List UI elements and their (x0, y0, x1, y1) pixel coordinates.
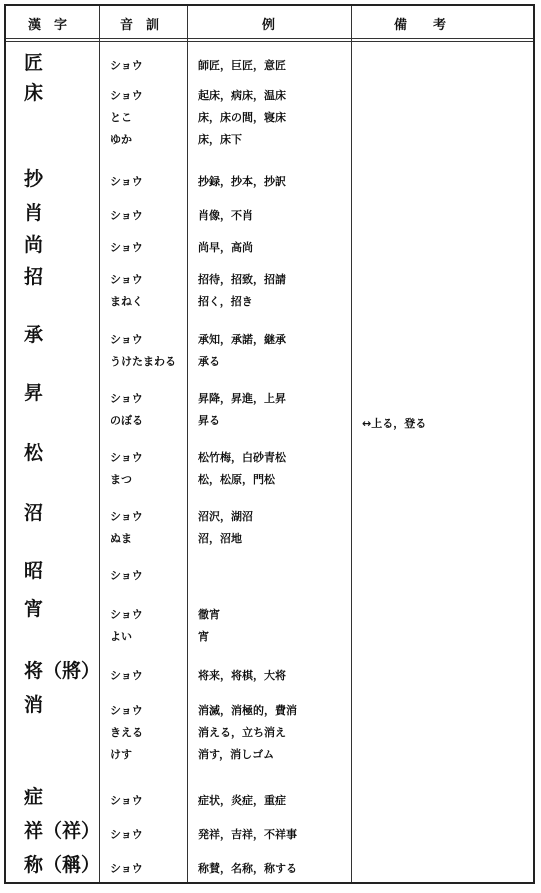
reading: ショウ (110, 828, 143, 841)
example: 松竹梅，白砂青松 (198, 451, 286, 464)
kanji-cell: 抄 (24, 168, 44, 190)
example: 師匠，巨匠，意匠 (198, 59, 286, 72)
reading: ぬま (110, 532, 132, 545)
reading: ショウ (110, 209, 143, 222)
example: 承る (198, 355, 220, 368)
example: 床，床の間，寝床 (198, 111, 286, 124)
reading: ショウ (110, 510, 143, 523)
header-example: 例 (262, 18, 276, 33)
example: 徹宵 (198, 608, 220, 621)
kanji-cell: 将（將） (24, 660, 101, 682)
kanji-cell: 招 (24, 266, 44, 288)
example: 症状，炎症，重症 (198, 794, 286, 807)
example: 宵 (198, 630, 209, 643)
kanji-cell: 昭 (24, 560, 44, 582)
example: 肖像，不肖 (198, 209, 253, 222)
reading: ショウ (110, 89, 143, 102)
header-rule (6, 38, 533, 39)
example: 沼沢，湖沼 (198, 510, 253, 523)
example: 昇る (198, 414, 220, 427)
example: 招く，招き (198, 295, 253, 308)
example: 招待，招致，招請 (198, 273, 286, 286)
example: 消滅，消極的，費消 (198, 704, 297, 717)
reading: きえる (110, 726, 143, 739)
reading: ショウ (110, 862, 143, 875)
kanji-cell: 肖 (24, 202, 44, 224)
reading: ショウ (110, 333, 143, 346)
reading: ショウ (110, 273, 143, 286)
header-kanji: 漢 字 (28, 18, 68, 33)
kanji-cell: 松 (24, 442, 44, 464)
example: 称賛，名称，称する (198, 862, 297, 875)
example: 床，床下 (198, 133, 242, 146)
example: 発祥，吉祥，不祥事 (198, 828, 297, 841)
kanji-cell: 祥（祥） (24, 820, 101, 842)
example: 消す，消しゴム (198, 748, 275, 761)
reading: よい (110, 630, 132, 643)
reading: ショウ (110, 608, 143, 621)
reading: ゆか (110, 133, 132, 146)
header-reading: 音 訓 (120, 18, 160, 33)
reading: ショウ (110, 669, 143, 682)
reading: ショウ (110, 175, 143, 188)
example: 昇降，昇進，上昇 (198, 392, 286, 405)
kanji-cell: 匠 (24, 52, 44, 74)
kanji-table (4, 4, 535, 884)
kanji-cell: 宵 (24, 598, 44, 620)
kanji-cell: 床 (24, 82, 44, 104)
example: 沼，沼地 (198, 532, 242, 545)
reading: まねく (110, 295, 143, 308)
reading: ショウ (110, 569, 143, 582)
example: 承知，承諾，継承 (198, 333, 286, 346)
kanji-cell: 昇 (24, 382, 44, 404)
remark-note: ↔上る，登る (362, 417, 427, 430)
kanji-cell: 沼 (24, 502, 44, 524)
kanji-cell: 承 (24, 324, 44, 346)
example: 消える，立ち消え (198, 726, 286, 739)
example: 尚早，高尚 (198, 241, 253, 254)
example: 将来，将棋，大将 (198, 669, 286, 682)
header-remarks: 備 考 (394, 18, 447, 33)
example: 起床，病床，温床 (198, 89, 286, 102)
reading: ショウ (110, 794, 143, 807)
reading: ショウ (110, 704, 143, 717)
kanji-cell: 称（稱） (24, 854, 101, 876)
reading: まつ (110, 473, 132, 486)
example: 松，松原，門松 (198, 473, 275, 486)
reading: のぼる (110, 414, 143, 427)
reading: とこ (110, 111, 132, 124)
reading: ショウ (110, 451, 143, 464)
table-body (6, 42, 533, 882)
kanji-cell: 症 (24, 786, 44, 808)
reading: ショウ (110, 59, 143, 72)
reading: うけたまわる (110, 355, 176, 368)
reading: けす (110, 748, 132, 761)
example: 抄録，抄本，抄訳 (198, 175, 286, 188)
reading: ショウ (110, 241, 143, 254)
kanji-cell: 尚 (24, 234, 44, 256)
reading: ショウ (110, 392, 143, 405)
kanji-cell: 消 (24, 694, 44, 716)
